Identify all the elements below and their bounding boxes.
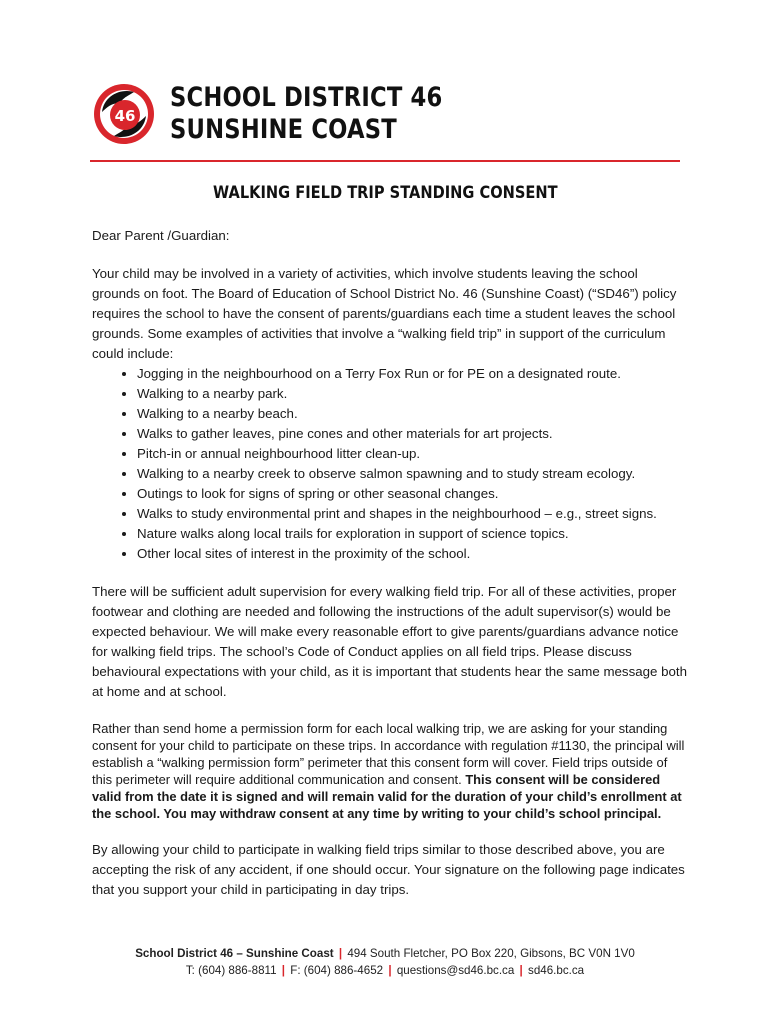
footer-phone: T: (604) 886-8811 bbox=[185, 964, 277, 977]
list-item: • Nature walks along local trails for exploration in support of science topics. bbox=[137, 524, 688, 544]
page-footer bbox=[0, 945, 770, 979]
list-item: • Walking to a nearby park. bbox=[137, 384, 688, 404]
footer-website-link[interactable]: sd46.bc.ca bbox=[528, 964, 585, 977]
list-item: • Walking to a nearby beach. bbox=[137, 404, 688, 424]
logo-number: 46 bbox=[114, 107, 136, 125]
letterhead bbox=[92, 78, 682, 164]
closing-paragraph: By allowing your child to participate in walking field trips similar to those described above, you are accepting the risk of any accident, if one should occur. Your signature on the following page indicates that you support your child in participating in day trips. bbox=[92, 842, 685, 897]
footer-separator: | bbox=[519, 964, 523, 977]
document-title: WALKING FIELD TRIP STANDING CONSENT bbox=[212, 183, 558, 203]
standing-consent-paragraph bbox=[92, 720, 688, 822]
footer-line-2 bbox=[0, 962, 770, 979]
standing-consent-text: Rather than send home a permission form for each local walking trip, we are asking for your standing consent for your child to participate on these trips. In accordance with regulation #1130, the principal will establish a “walking permission form” perimeter that this consent form will cover. Field trips outside of this perimeter will require additional communication and consent. bbox=[92, 721, 685, 787]
intro-paragraph: Your child may be involved in a variety of activities, which involve students leaving the school grounds on foot. The Board of Education of School District No. 46 (Sunshine Coast) (“SD46”) policy requires the school to have the consent of parents/guardians each time a student leaves the school grounds. Some examples of activities that involve a “walking field trip” in support of the curriculum could include: bbox=[92, 266, 677, 361]
list-item: • Walking to a nearby creek to observe salmon spawning and to study stream ecology. bbox=[137, 464, 688, 484]
list-item: • Walks to study environmental print and shapes in the neighbourhood – e.g., street signs. bbox=[137, 504, 688, 524]
org-line-2: SUNSHINE COAST bbox=[170, 114, 397, 145]
list-item: • Outings to look for signs of spring or other seasonal changes. bbox=[137, 484, 688, 504]
standing-consent-validity: This consent will be considered valid from the date it is signed and will remain valid for the duration of your child’s enrollment at the school. You may withdraw consent at any time by writing to your child’s school principal. bbox=[92, 772, 682, 821]
header-divider bbox=[90, 160, 680, 162]
footer-separator: | bbox=[338, 947, 343, 960]
list-item: • Walks to gather leaves, pine cones and other materials for art projects. bbox=[137, 424, 688, 444]
list-item: • Other local sites of interest in the proximity of the school. bbox=[137, 544, 688, 564]
examples-list bbox=[92, 364, 688, 564]
supervision-paragraph: There will be sufficient adult supervision for every walking field trip. For all of these activities, proper footwear and clothing are needed and following the instructions of the adult supervisor(s) would be expected behaviour. We will make every reasonable effort to give parents/guardians advance notice for walking field trips. The school’s Code of Conduct applies on all field trips. Please discuss behavioural expectations with your child, as it is important that students hear the same message both at home and at school. bbox=[92, 584, 687, 699]
list-item: • Pitch-in or annual neighbourhood litter clean-up. bbox=[137, 444, 688, 464]
footer-email-link[interactable]: questions@sd46.bc.ca bbox=[396, 964, 515, 977]
footer-separator: | bbox=[388, 964, 392, 977]
org-line-1: SCHOOL DISTRICT 46 bbox=[170, 82, 443, 113]
list-item: • Jogging in the neighbourhood on a Terry Fox Run or for PE on a designated route. bbox=[137, 364, 688, 384]
district-logo-icon bbox=[92, 82, 156, 146]
letter-body bbox=[92, 226, 688, 900]
footer-address: 494 South Fletcher, PO Box 220, Gibsons, BC V0N 1V0 bbox=[347, 947, 635, 960]
organization-name bbox=[170, 82, 494, 146]
salutation: Dear Parent /Guardian: bbox=[92, 228, 230, 243]
footer-fax: F: (604) 886-4652 bbox=[290, 964, 384, 977]
footer-line-1 bbox=[0, 945, 770, 962]
footer-separator: | bbox=[281, 964, 286, 977]
footer-org: School District 46 – Sunshine Coast bbox=[135, 947, 334, 960]
